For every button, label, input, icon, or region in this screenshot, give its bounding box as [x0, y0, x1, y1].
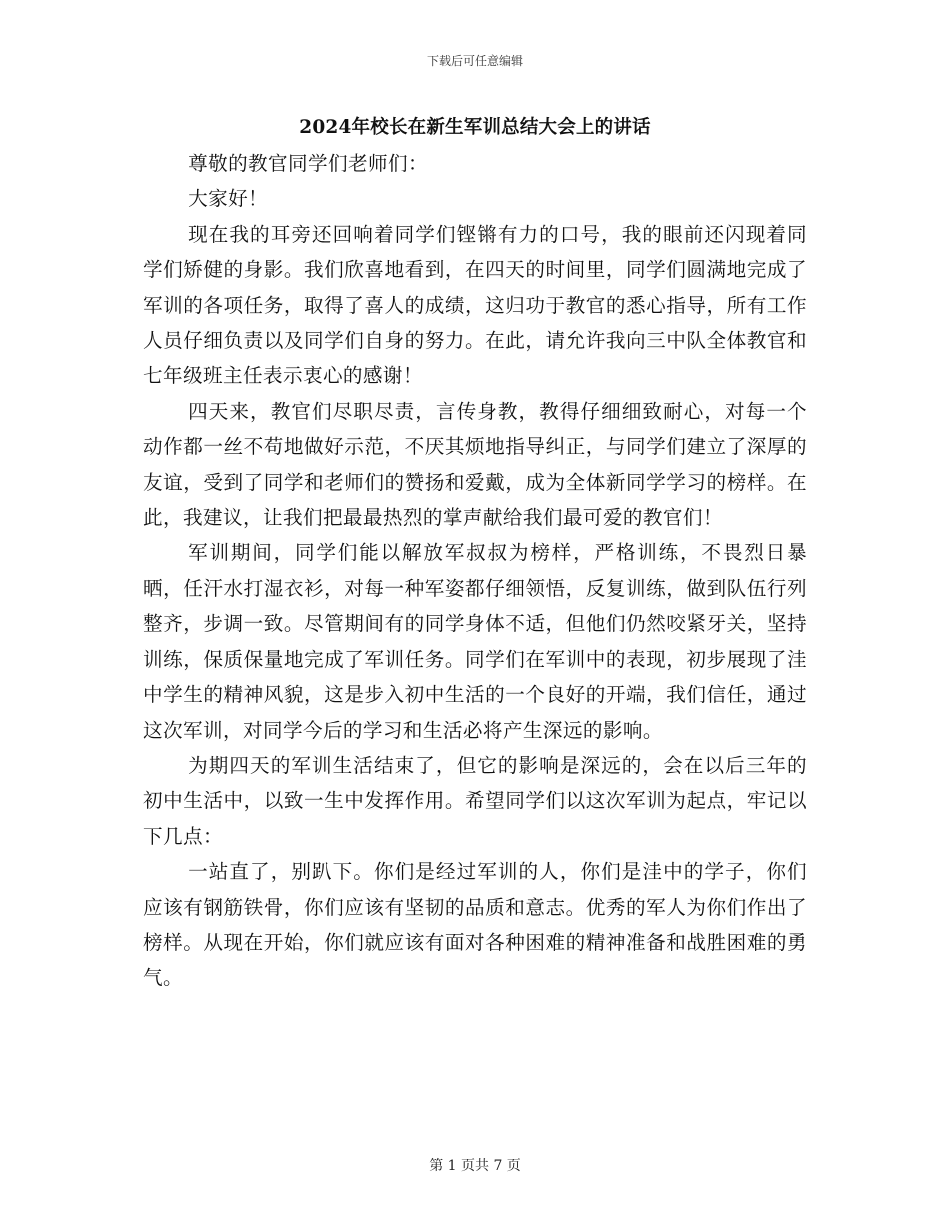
- paragraph: 四天来，教官们尽职尽责，言传身教，教得仔细细致耐心，对每一个动作都一丝不苟地做好示范，不厌其烦地指导纠正，与同学们建立了深厚的友谊，受到了同学和老师们的赞扬和爱戴，成为全体新同学学习的榜样。在此，我建议，让我们把最最热烈的掌声献给我们最可爱的教官们！: [143, 399, 807, 530]
- salutation: 尊敬的教官同学们老师们：: [188, 152, 429, 175]
- paragraph: 军训期间，同学们能以解放军叔叔为榜样，严格训练，不畏烈日暴晒，任汗水打湿衣衫，对每一种军姿都仔细领悟，反复训练，做到队伍行列整齐，步调一致。尽管期间有的同学身体不适，但他们仍然咬紧牙关，坚持训练，保质保量地完成了军训任务。同学们在军训中的表现，初步展现了洼中学生的精神风貌，这是步入初中生活的一个良好的开端，我们信任，通过这次军训，对同学今后的学习和生活必将产生深远的影响。: [143, 541, 807, 742]
- page-number: 第 1 页共 7 页: [429, 1158, 521, 1174]
- paragraph: 现在我的耳旁还回响着同学们铿锵有力的口号，我的眼前还闪现着同学们矫健的身影。我们欣喜地看到，在四天的时间里，同学们圆满地完成了军训的各项任务，取得了喜人的成绩，这归功于教官的悉心指导，所有工作人员仔细负责以及同学们自身的努力。在此，请允许我向三中队全体教官和七年级班主任表示衷心的感谢！: [143, 222, 807, 388]
- paragraph: 一站直了，别趴下。你们是经过军训的人，你们是洼中的学子，你们应该有钢筋铁骨，你们应该有坚韧的品质和意志。优秀的军人为你们作出了榜样。从现在开始，你们就应该有面对各种困难的精神准备和战胜困难的勇气。: [143, 860, 807, 990]
- greeting: 大家好！: [188, 187, 269, 211]
- paragraph: 为期四天的军训生活结束了，但它的影响是深远的，会在以后三年的初中生活中，以致一生中发挥作用。希望同学们以这次军训为起点，牢记以下几点：: [143, 753, 807, 848]
- page-header-note: 下载后可任意编辑: [426, 54, 523, 68]
- document-title: 2024年校长在新生军训总结大会上的讲话: [299, 117, 651, 138]
- document-body: [143, 146, 807, 996]
